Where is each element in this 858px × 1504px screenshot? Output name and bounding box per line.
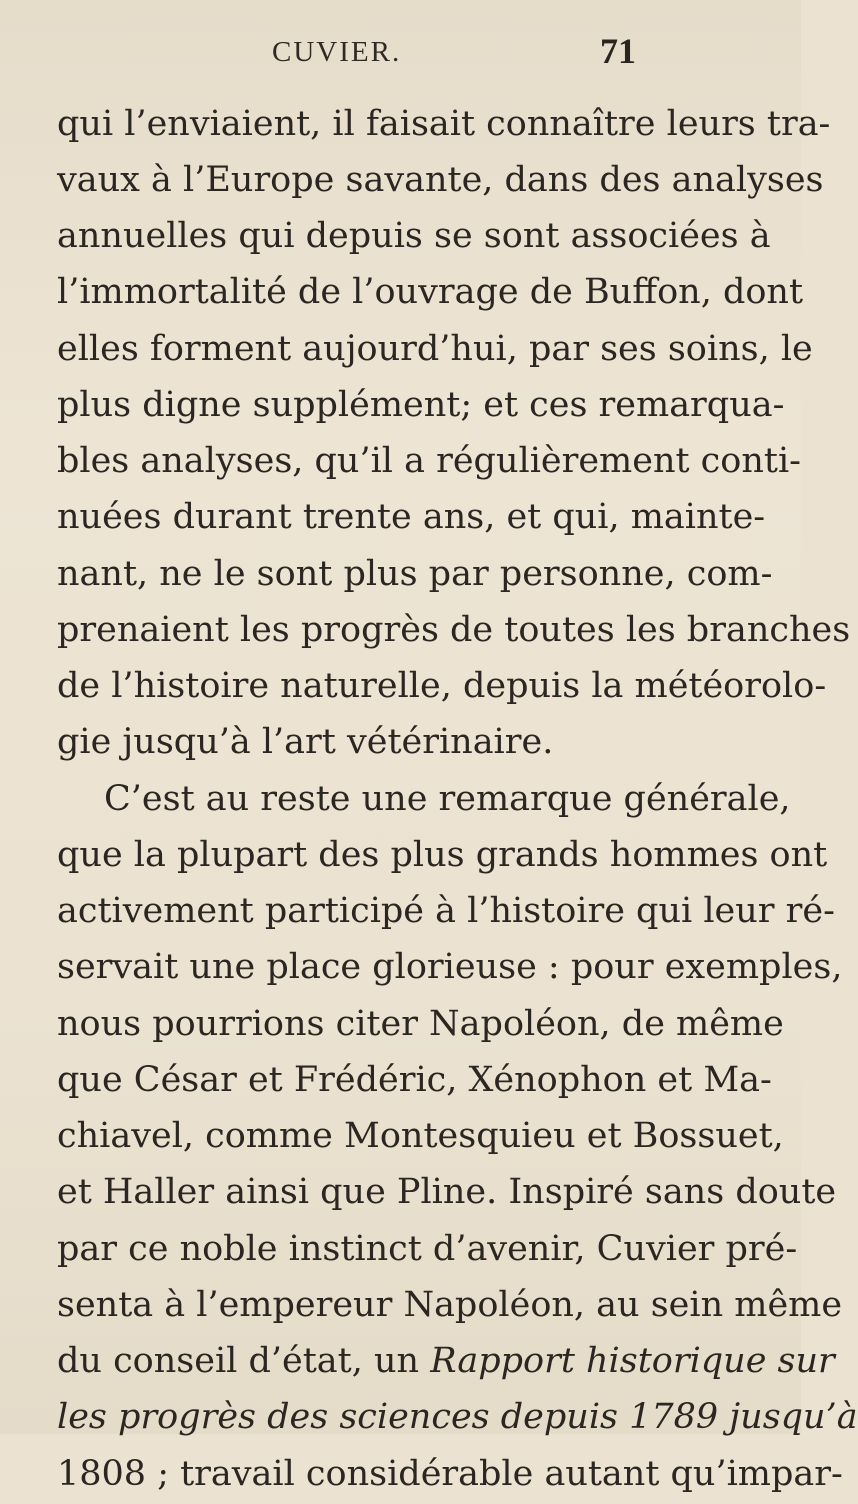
text-line: prenaient les progrès de toutes les branches <box>57 610 851 650</box>
text-line: vaux à l’Europe savante, dans des analyses <box>57 160 824 200</box>
text-line: gie jusqu’à l’art vétérinaire. <box>57 722 554 762</box>
text-line: plus digne supplément; et ces remarqua- <box>57 385 785 425</box>
text-line: 1808 ; travail considérable autant qu’impar- <box>57 1454 843 1494</box>
text-line: de l’histoire naturelle, depuis la météorolo- <box>57 666 827 706</box>
italic-title-line: les progrès des sciences depuis 1789 jusqu’à <box>57 1397 858 1437</box>
text-line: activement participé à l’histoire qui leur ré- <box>57 891 835 931</box>
text-line: bles analyses, qu’il a régulièrement conti- <box>57 441 801 481</box>
text-line <box>57 1331 835 1391</box>
running-title: CUVIER. <box>272 36 402 68</box>
text-line: que la plupart des plus grands hommes ont <box>57 835 828 875</box>
text-line: nuées durant trente ans, et qui, mainte- <box>57 497 766 537</box>
text-line: nant, ne le sont plus par personne, com- <box>57 554 773 594</box>
text-line: et Haller ainsi que Pline. Inspiré sans doute <box>57 1172 837 1212</box>
running-head <box>0 30 801 70</box>
text-line: que César et Frédéric, Xénophon et Ma- <box>57 1060 772 1100</box>
text-line: chiavel, comme Montesquieu et Bossuet, <box>57 1116 784 1156</box>
italic-title-text: Rapport historique sur <box>430 1341 835 1381</box>
text-line: l’immortalité de l’ouvrage de Buffon, dont <box>57 272 804 312</box>
page-number: 71 <box>600 31 636 71</box>
text-line: senta à l’empereur Napoléon, au sein même <box>57 1285 843 1325</box>
text-line: nous pourrions citer Napoléon, de même <box>57 1004 784 1044</box>
line-text: du conseil d’état, un <box>57 1341 431 1381</box>
paragraph-first-line: C’est au reste une remarque générale, <box>104 779 791 819</box>
text-line: par ce noble instinct d’avenir, Cuvier pré- <box>57 1229 798 1269</box>
text-line: annuelles qui depuis se sont associées à <box>57 216 771 256</box>
text-line: elles forment aujourd’hui, par ses soins, le <box>57 329 813 369</box>
text-line: servait une place glorieuse : pour exemples, <box>57 947 843 987</box>
text-line: qui l’enviaient, il faisait connaître leurs tra- <box>57 104 831 144</box>
